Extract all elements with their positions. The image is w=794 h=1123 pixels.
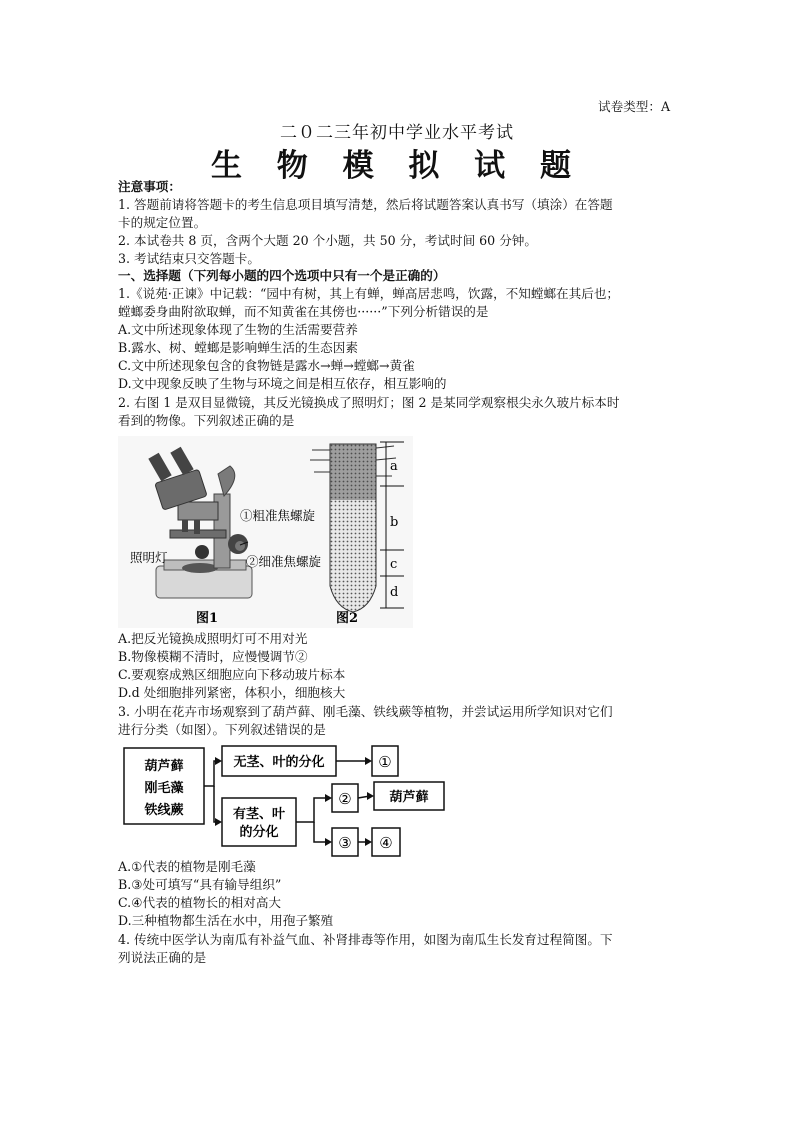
exam-title: 二０二三年初中学业水平考试	[280, 123, 514, 143]
node-2-label: ②	[338, 790, 352, 808]
q2-option-c: C.要观察成熟区细胞应向下移动玻片标本	[118, 667, 346, 682]
fine-adjust-label: ②细准焦螺旋	[246, 554, 322, 569]
q3-option-d: D.三种植物都生活在水中，用孢子繁殖	[118, 913, 334, 928]
zone-label-a: a	[390, 459, 398, 474]
q2-option-a: A.把反光镜换成照明灯可不用对光	[118, 631, 308, 646]
connector	[296, 798, 328, 822]
q2-stem-line: 看到的物像。下列叙述正确的是	[118, 413, 295, 428]
notice-item: 3. 考试结束只交答题卡。	[118, 251, 260, 266]
q1-option-d: D.文中现象反映了生物与环境之间是相互依存，相互影响的	[118, 376, 447, 391]
zone-label-b: b	[390, 515, 399, 530]
coarse-adjust-label: ①粗准焦螺旋	[240, 508, 316, 523]
plant-name: 铁线蕨	[144, 803, 184, 818]
notice-item: 2. 本试卷共 8 页，含两个大题 20 个小题，共 50 分，考试时间 60 分钟。	[118, 233, 537, 248]
fig1-caption: 图1	[196, 611, 219, 626]
q3-option-c: C.④代表的植物长的相对高大	[118, 895, 282, 910]
q3-stem-line: 3. 小明在花卉市场观察到了葫芦藓、刚毛藻、铁线蕨等植物，并尝试运用所学知识对它们	[118, 704, 613, 719]
has-differentiation-label: 有茎、叶	[232, 807, 286, 822]
subject-title: 生 物 模 拟 试 题	[211, 148, 583, 184]
node-1-label: ①	[378, 753, 392, 771]
q4-stem-line: 4. 传统中医学认为南瓜有补益气血、补肾排毒等作用，如图为南瓜生长发育过程简图。下	[118, 932, 613, 947]
fig2-caption: 图2	[336, 611, 359, 626]
paper-type-label: 试卷类型：A	[598, 99, 671, 114]
node-3-label: ③	[338, 834, 352, 852]
notice-item: 1. 答题前请将答题卡的考生信息项目填写清楚，然后将试题答案认真书写（填涂）在答题	[118, 197, 613, 212]
connector	[214, 786, 220, 822]
q2-figure	[118, 436, 413, 628]
section-heading: 一、选择题（下列每小题的四个选项中只有一个是正确的）	[118, 268, 446, 283]
plant-name: 葫芦藓	[144, 759, 184, 774]
q1-option-b: B.露水、树、螳螂是影响蝉生活的生态因素	[118, 340, 358, 355]
q4-stem-line: 列说法正确的是	[118, 950, 207, 965]
notice-heading: 注意事项：	[118, 179, 181, 194]
q1-option-c: C.文中所述现象包含的食物链是露水→蝉→螳螂→黄雀	[118, 358, 415, 373]
has-differentiation-label: 的分化	[239, 825, 279, 840]
q3-classification-diagram	[118, 742, 452, 858]
q3-option-a: A.①代表的植物是刚毛藻	[118, 859, 256, 874]
notice-item: 卡的规定位置。	[118, 215, 207, 230]
q1-stem-line: 螳螂委身曲附欲取蝉，而不知黄雀在其傍也······”下列分析错误的是	[118, 304, 489, 319]
no-differentiation-label: 无茎、叶的分化	[233, 755, 325, 770]
q3-stem-line: 进行分类（如图）。下列叙述错误的是	[118, 722, 326, 737]
q1-stem-line: 1.《说苑·正谏》中记载：“园中有树，其上有蝉，蝉高居悲鸣，饮露，不知螳螂在其后也；	[118, 286, 620, 301]
plant-name: 刚毛藻	[144, 781, 184, 796]
q3-option-b: B.③处可填写“具有输导组织”	[118, 877, 282, 892]
zone-label-c: c	[390, 557, 398, 572]
lamp-label: 照明灯	[130, 550, 168, 565]
q2-option-d: D.d 处细胞排列紧密，体积小，细胞核大	[118, 685, 346, 700]
q2-option-b: B.物像模糊不清时，应慢慢调节②	[118, 649, 308, 664]
connector	[204, 761, 220, 786]
node-4-label: ④	[379, 834, 393, 852]
q2-stem-line: 2. 右图 1 是双目显微镜，其反光镜换成了照明灯；图 2 是某同学观察根尖永久玻片标本时	[118, 395, 620, 410]
q1-option-a: A.文中所述现象体现了生物的生活需要营养	[118, 322, 358, 337]
zone-label-d: d	[390, 585, 399, 600]
moss-label: 葫芦藓	[389, 790, 429, 805]
